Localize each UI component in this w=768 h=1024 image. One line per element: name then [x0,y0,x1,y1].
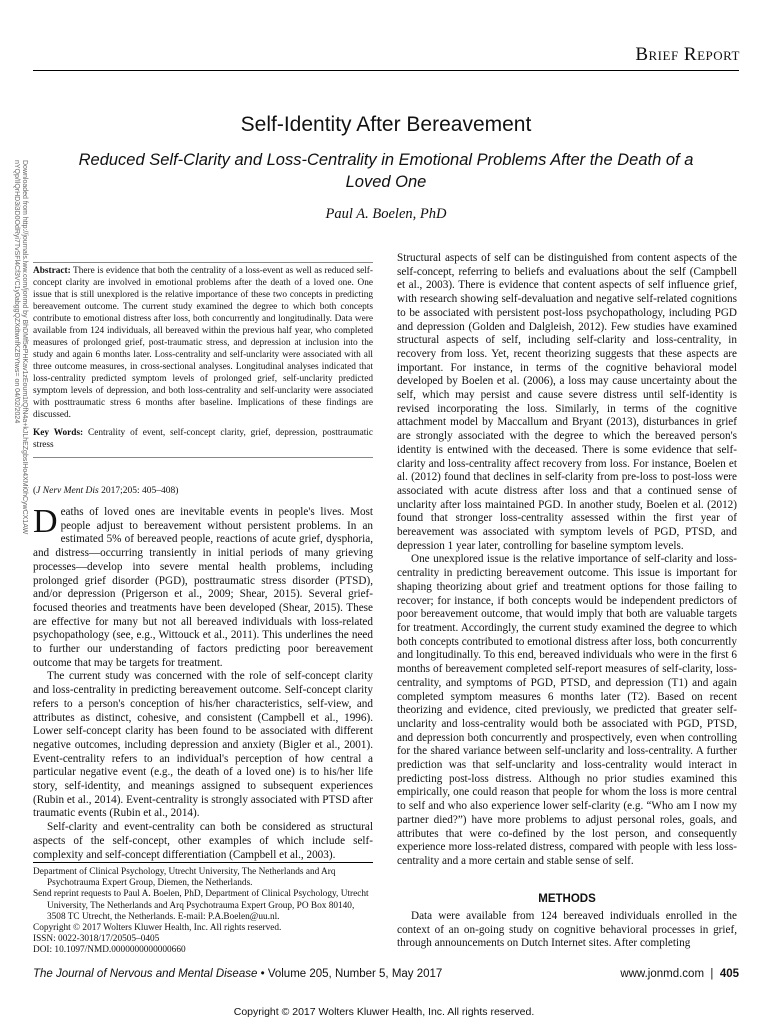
methods-body [397,910,737,951]
footnote-reprints: Send reprint requests to Paul A. Boelen, PhD, Department of Clinical Psychology, Utrecht University, The Netherlands and Arq Psychotrauma Expert Group, PO Box 80140, 3508 TC Utrecht, the Netherlands. E-mail: P.A.Boelen@uu.nl. [33,889,369,922]
right-paragraph-1: Structural aspects of self can be distinguished from content aspects of the self-concept, referring to beliefs and evaluations about the self (Campbell et al., 2003). There is evidence that content aspects of self influence grief, with research showing self-devaluation and negative self-related cognitions to be associated with persistent post-loss psychopathology, including PGD and depression (Golden and Dalgleish, 2012). Few studies have examined structural aspects of self, including self-clarity and loss-centrality, in recovery from loss. Yet, recent theorizing suggests that these aspects are important. For instance, in terms of the cognitive behavioral model developed by Boelen et al. (2006), a loss may cause uncertainty about the self, which may persist and cause severe distress until self-identity is revised incorporating the loss. Similarly, in terms of the cognitive attachment model by Maccallum and Bryant (2013), disturbances in grief are strongly associated with the degree to which the bereaved person's identity is entwined with the deceased. There is some evidence that self-clarity and loss-centrality affect recovery from loss. For instance, Boelen et al. (2012) found that declines in self-clarity from pre-loss to post-loss were associated with acute distress after loss and that a continued sense of unclarity after loss maintained PGD. In another study, Boelen et al. (2012) found that stronger loss-centrality assessed within the first year of bereavement was associated with symptom levels of PGD, PTSD, and depression 1 year later, controlling for baseline symptom levels. [397,252,737,552]
header-rule [33,70,739,71]
article-subtitle: Reduced Self-Clarity and Loss-Centrality in Emotional Problems After the Death of a Loved One [78,151,694,191]
article-title: Self-Identity After Bereavement [240,113,532,136]
section-heading: Brief Report [635,44,740,65]
methods-heading: METHODS [538,893,596,905]
bottom-copyright: Copyright © 2017 Wolters Kluwer Health, Inc. All rights reserved. [233,1006,535,1018]
footer-issue: Volume 205, Number 5, May 2017 [267,968,443,980]
abstract-label: Abstract: [33,266,71,276]
footer-site-page: www.jonmd.com | 405 [620,968,739,980]
footnote-affiliation: Department of Clinical Psychology, Utrecht University, The Netherlands and Arq Psychotrauma Expert Group, Diemen, the Netherlands. [33,867,336,889]
citation-rest: 2017;205: 405–408) [98,486,179,496]
citation: (J Nerv Ment Dis 2017;205: 405–408) [33,486,179,496]
watermark-line-2: nYQp/IlQrHD3i3D0OdRyi7TvSFl4Cf3VC1y0abggQZXdtwnfKZBYtws= on 04/02/2024 [13,160,20,424]
footnote-doi: DOI: 10.1097/NMD.0000000000000660 [33,945,186,956]
footer-journal: The Journal of Nervous and Mental Disease [33,968,258,980]
citation-journal: J Nerv Ment Dis [36,486,99,496]
methods-paragraph: Data were available from 124 bereaved individuals enrolled in the context of an on-going study on cognitive behavioral processes in grief, through announcements on Dutch Internet sites. After completing [397,910,737,950]
left-column-body [33,503,373,862]
keywords-label: Key Words: [33,428,84,438]
keywords-text: Centrality of event, self-concept clarity, grief, depression, posttraumatic stress [33,428,373,450]
watermark-line-1: Downloaded from http://journals.lww.com/jonmd by BhDMf5ePHKav1zEoum1tQfN4a+kJLhEZgbsIHo4XMi0hCywCX1AW [21,160,28,535]
right-column-body [397,252,737,869]
footnote-issn: ISSN: 0022-3018/17/20505–0405 [33,934,160,945]
intro-paragraph-2: The current study was concerned with the role of self-concept clarity and loss-centrality in predicting bereavement outcome. Self-concept clarity refers to a person's conception of his/her characteristics, self-view, and attributes as distinct, cohesive, and consistent (Campbell et al., 1996). Lower self-concept clarity has been found to be associated with different negative outcomes, including depression and anxiety (Bigler et al., 2001). Event-centrality refers to an individual's perception of how central a particular negative event (e.g., the death of a loved one) is to his/her life story, self-identity, and meanings assigned to subsequent experiences (Rubin et al., 2014). Event-centrality is strongly associated with PTSD after traumatic events (Rubin et al., 2014). [33,670,373,820]
page-footer [33,968,739,980]
right-paragraph-2: One unexplored issue is the relative importance of self-clarity and loss-centrality in predicting bereavement outcome. This issue is important for shaping theorizing about grief and treatment options for those failing to recover; for instance, if both concepts would be independent predictors of poor bereavement outcome, that would imply that both are valuable targets for treatment. Accordingly, the current study examined the degree to which both concepts contributed to emotional distress after loss, both concurrently and longitudinally. To this end, bereaved individuals who were in the first 6 months of bereavement completed self-report measures of self-clarity, loss-centrality, and symptoms of PGD, PTSD, and depression (T1) and again completed symptom measures 6 months later (T2). Based on recent theorizing and evidence, cited previously, we predicted that greater self-unclarity and loss-centrality would both be associated with PGD, PTSD, and depression both concurrently and prospectively, even when controlling for the shared variance between self-unclarity and loss-centrality. A further prediction was that self-unclarity and loss-centrality would interact in predicting post-loss distress. Although no prior studies examined this empirically, one could reason that people for whom the loss is more central to self and who also experience lower self-clarity (e.g. “Who am I now my partner died?”) have more problems to adjust personal roles, goals, and attributes that were co-defined by the lost person, and consequently experience more loss-related distress, compared with people with less loss-centrality and a more certain and stable sense of self. [397,553,737,867]
intro-paragraph-1: Deaths of loved ones are inevitable events in people's lives. Most people adjust to bereavement without persistent problems. In an estimated 5% of bereaved people, reactions of acute grief, dysphoria, and distress—occurring transiently in initial periods of many grieving processes—develop into severe mental health problems, including prolonged grief disorder (PGD), posttraumatic stress disorder (PTSD), and/or depression (Prigerson et al., 2009; Shear, 2015). Several grief-focused theories and treatments have been developed (Shear, 2015). These are effective for many but not all bereaved individuals with loss-related psychopathology (see, e.g., Wittouck et al., 2011). This underlines the need to further our understanding of factors predicting poor bereavement outcome that may be targets for treatment. [33,503,373,669]
footnote-copyright: Copyright © 2017 Wolters Kluwer Health, Inc. All rights reserved. [33,923,282,934]
article-author: Paul A. Boelen, PhD [325,206,447,222]
footer-site[interactable]: www.jonmd.com [620,968,705,980]
footer-bullet: • [260,968,265,980]
intro-paragraph-3: Self-clarity and event-centrality can both be considered as structural aspects of the self-concept, other examples of which include self-complexity and self-concept differentiation (Campbell et al., 2003). [33,821,373,861]
abstract-box [33,262,373,458]
drop-cap: D [33,503,58,540]
download-watermark [13,160,30,580]
page-number: 405 [719,968,739,980]
footnotes [33,867,373,957]
abstract-text: There is evidence that both the centrality of a loss-event as well as reduced self-concept clarity are involved in emotional problems after the death of a loved one. One issue that is still unexplored is the relative importance of these two concepts in predicting bereavement outcome. The current study examined the degree to which both concepts contribute to emotional distress after loss, both concurrently and longitudinally. Data were available from 124 individuals, all bereaved within the previous half year, who completed measures of prolonged grief, post-traumatic stress, and depression at inclusion into the study and again 6 months later. Loss-centrality and self-unclarity were associated with all three outcome measures, in cross-sectional analyses. Longitudinal analyses indicated that loss-centrality predicted symptom levels of prolonged grief, self-unclarity predicted symptom levels of depression, and both loss-centrality and self-unclarity were associated with posttraumatic stress 6 months after baseline. Implications of these findings are discussed. [33,266,373,420]
footnote-rule [33,862,373,863]
